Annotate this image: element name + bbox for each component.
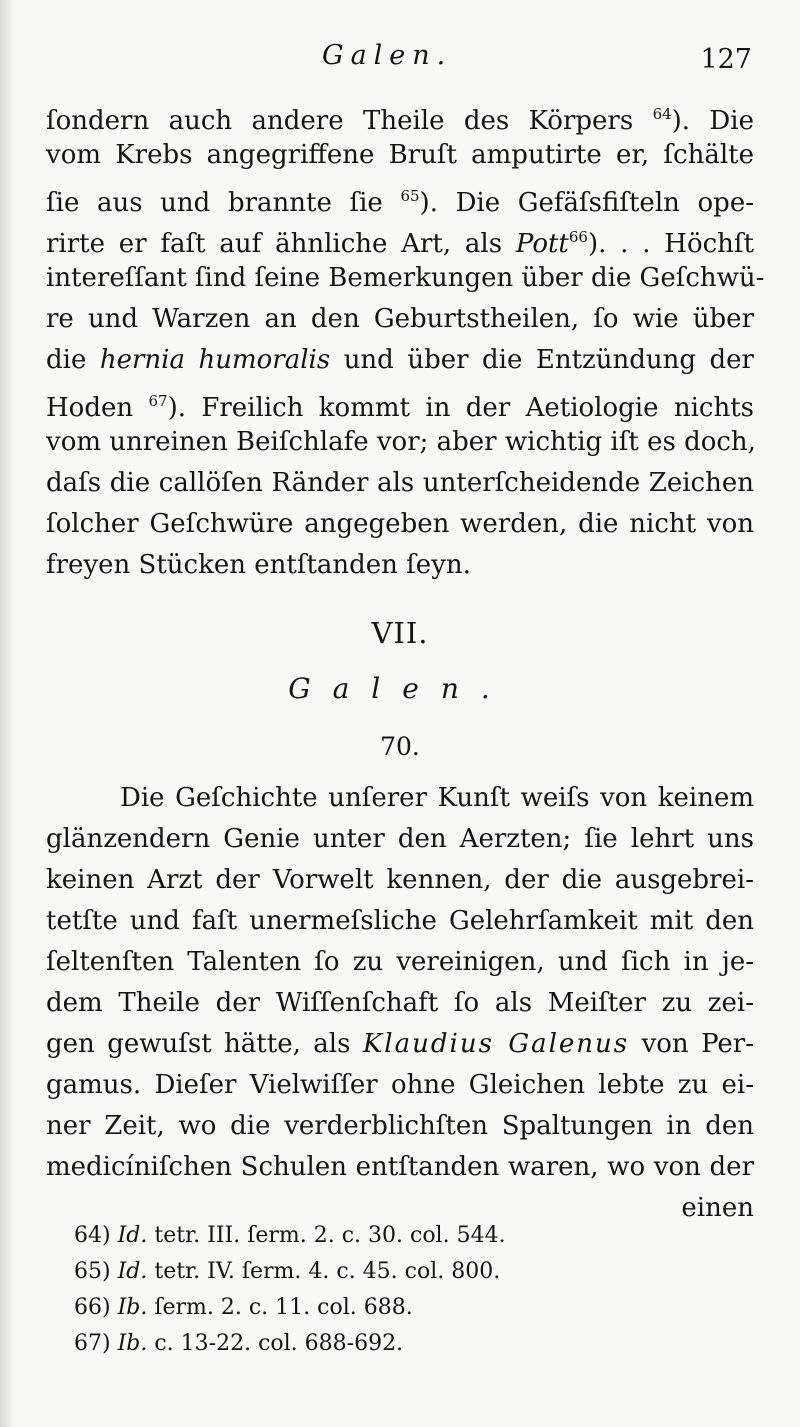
text-line: keinen Arzt der Vorwelt kennen, der die ausgebrei- — [46, 865, 754, 895]
footnote-ref: 65 — [400, 187, 420, 205]
text-line: die hernia humoralis und über die Entzündung der — [46, 345, 754, 375]
text-line: glänzendern Genie unter den Aerzten; ſie lehrt uns — [46, 824, 754, 854]
text-line: tetſte und faſt unermeſsliche Gelehrſamkeit mit den — [46, 906, 754, 936]
text-line: re und Warzen an den Geburtstheilen, ſo wie über — [46, 304, 754, 334]
footnote-ref: 66 — [568, 228, 588, 246]
text-line: freyen Stücken entſtanden ſeyn. — [46, 550, 471, 580]
section-title: Galen. — [288, 672, 512, 705]
text-line: gamus. Dieſer Vielwiſſer ohne Gleichen lebte zu ei- — [46, 1070, 754, 1100]
footnote-67: 67) Ib. c. 13-22. col. 688-692. — [74, 1331, 404, 1356]
catchword: einen — [681, 1193, 754, 1223]
text-line: dem Theile der Wiſſenſchaft ſo als Meiſter zu zei- — [46, 988, 754, 1018]
text-line: intereſſant ſind ſeine Bemerkungen über die Geſchwü- — [46, 263, 765, 293]
footnote-65: 65) Id. tetr. IV. ſerm. 4. c. 45. col. 800. — [74, 1259, 501, 1284]
text-line: ſeltenſten Talenten ſo zu vereinigen, und ſich in je- — [46, 947, 754, 977]
footnote-ref: 64 — [652, 105, 672, 123]
text-line: vom Krebs angegriffene Bruſt amputirte er, ſchälte — [46, 140, 754, 170]
text-line: Hoden $^{67}$). Freilich kommt in der Aetiologie nichts — [46, 392, 754, 423]
text-block-2 — [46, 778, 754, 1229]
paragraph-number: 70. — [380, 732, 420, 761]
text-line: gen gewuſst hätte, als Klaudius Galenus von Per- — [46, 1029, 755, 1059]
text-block-1 — [46, 94, 765, 586]
running-head: Galen. — [322, 40, 453, 71]
text-line: ſondern auch andere Theile des Körpers $^{64}$). Die — [46, 105, 754, 136]
text-line: ſie aus und brannte ſie $^{65}$). Die Gefäſsfiſteln ope- — [46, 187, 754, 218]
text-line: medicíniſchen Schulen entſtanden waren, wo von der — [46, 1152, 754, 1182]
page-header — [0, 40, 800, 80]
section-numeral: VII. — [371, 616, 429, 650]
page-number: 127 — [700, 44, 752, 75]
text-line: vom unreinen Beiſchlafe vor; aber wichtig iſt es doch, — [46, 427, 756, 457]
person-name: Klaudius Galenus — [362, 1029, 630, 1059]
footnote-ref: 67 — [148, 392, 168, 410]
text-line: Die Geſchichte unſerer Kunſt weiſs von keinem — [120, 783, 754, 813]
text-line: ſolcher Geſchwüre angegeben werden, die nicht von — [46, 509, 754, 539]
text-line: rirte er faſt auf ähnliche Art, als Pott$^{66}$). . . Höchſt — [46, 228, 755, 259]
footnote-66: 66) Ib. ſerm. 2. c. 11. col. 688. — [74, 1295, 413, 1320]
text-line: ner Zeit, wo die verderblichſten Spaltungen in den — [46, 1111, 754, 1141]
text-line: daſs die callöſen Ränder als unterſcheidende Zeichen — [46, 468, 754, 498]
footnotes — [74, 1218, 506, 1362]
footnote-64: 64) Id. tetr. III. ſerm. 2. c. 30. col. 544. — [74, 1223, 506, 1248]
